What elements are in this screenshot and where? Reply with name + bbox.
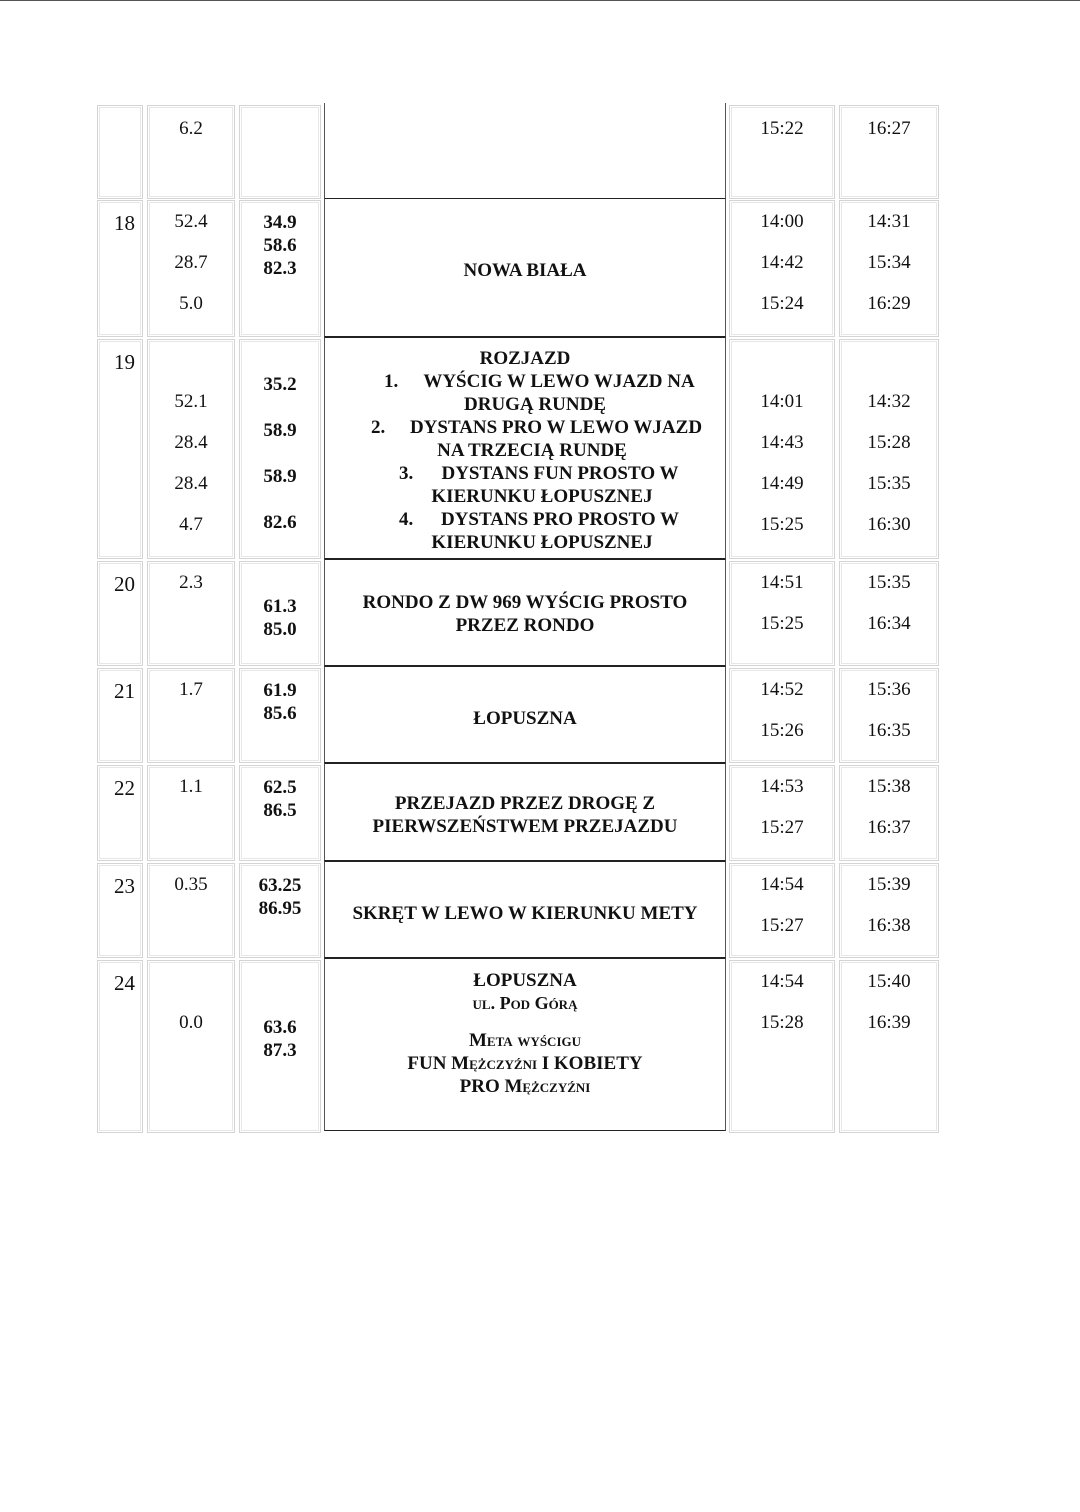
table-row bbox=[95, 958, 942, 1133]
segment-km-cell bbox=[147, 960, 235, 1133]
time-slow: 15:39 bbox=[867, 874, 911, 895]
segment-km: 4.7 bbox=[179, 514, 203, 535]
total-distance: 82.6 bbox=[263, 512, 297, 533]
segment-km-cell bbox=[147, 863, 235, 958]
segment-km: 0.0 bbox=[179, 1012, 203, 1033]
segment-km: 28.4 bbox=[174, 473, 208, 494]
time-slow-cell bbox=[839, 339, 939, 559]
time-fast: 14:00 bbox=[760, 211, 804, 232]
total-distance: 63.25 bbox=[258, 875, 302, 896]
total-distance: 58.9 bbox=[263, 466, 297, 487]
time-slow: 16:35 bbox=[867, 720, 911, 741]
table-row bbox=[95, 103, 942, 199]
time-fast: 15:24 bbox=[760, 293, 804, 314]
total-distance-cell bbox=[239, 863, 321, 958]
time-slow: 15:40 bbox=[867, 971, 911, 992]
point-number-cell bbox=[97, 105, 143, 199]
time-slow: 15:35 bbox=[867, 473, 911, 494]
segment-km-cell bbox=[147, 105, 235, 199]
total-distance: 61.9 bbox=[263, 680, 297, 701]
total-distance: 58.9 bbox=[263, 420, 297, 441]
total-distance-cell bbox=[239, 960, 321, 1133]
time-fast: 15:28 bbox=[760, 1012, 804, 1033]
time-fast: 15:26 bbox=[760, 720, 804, 741]
time-slow: 15:28 bbox=[867, 432, 911, 453]
total-distance: 86.5 bbox=[263, 800, 297, 821]
total-distance: 85.6 bbox=[263, 703, 297, 724]
total-distance-cell bbox=[239, 339, 321, 559]
description-cell bbox=[324, 763, 726, 861]
table-row bbox=[95, 198, 942, 337]
total-distance-cell bbox=[239, 668, 321, 763]
time-slow-cell bbox=[839, 105, 939, 199]
description-line: RONDO Z DW 969 WYŚCIG PROSTO bbox=[362, 592, 688, 613]
table-row bbox=[95, 666, 942, 763]
location-name: NOWA BIAŁA bbox=[463, 260, 587, 281]
finish-location: ŁOPUSZNA bbox=[473, 970, 577, 991]
list-text: NA TRZECIĄ RUNDĘ bbox=[437, 440, 627, 461]
time-fast: 14:43 bbox=[760, 432, 804, 453]
point-number-cell bbox=[97, 339, 143, 559]
time-fast: 15:25 bbox=[760, 613, 804, 634]
description-line: PRZEZ RONDO bbox=[455, 615, 595, 636]
time-slow-cell bbox=[839, 765, 939, 861]
time-slow: 14:31 bbox=[867, 211, 911, 232]
time-slow: 16:29 bbox=[867, 293, 911, 314]
total-distance: 34.9 bbox=[263, 212, 297, 233]
segment-km-cell bbox=[147, 200, 235, 337]
point-number: 21 bbox=[114, 679, 135, 703]
list-item bbox=[325, 416, 725, 462]
description-line: PRZEJAZD PRZEZ DROGĘ Z bbox=[394, 793, 656, 814]
description-line: SKRĘT W LEWO W KIERUNKU METY bbox=[352, 903, 698, 924]
time-fast: 15:27 bbox=[760, 817, 804, 838]
time-fast: 14:54 bbox=[760, 971, 804, 992]
time-slow-cell bbox=[839, 960, 939, 1133]
segment-km-cell bbox=[147, 765, 235, 861]
list-number: 1. bbox=[384, 371, 399, 392]
table-row bbox=[95, 763, 942, 861]
time-slow-cell bbox=[839, 200, 939, 337]
time-slow: 15:36 bbox=[867, 679, 911, 700]
total-distance-cell bbox=[239, 561, 321, 666]
table-row bbox=[95, 861, 942, 958]
time-fast: 14:53 bbox=[760, 776, 804, 797]
segment-km: 2.3 bbox=[179, 572, 203, 593]
segment-km-cell bbox=[147, 339, 235, 559]
time-fast-cell bbox=[729, 339, 835, 559]
list-text: DYSTANS FUN PROSTO W bbox=[441, 463, 679, 484]
list-text: DYSTANS PRO W LEWO WJAZD bbox=[409, 417, 703, 438]
total-distance: 58.6 bbox=[263, 235, 297, 256]
total-distance-cell bbox=[239, 765, 321, 861]
list-text: KIERUNKU ŁOPUSZNEJ bbox=[431, 532, 653, 553]
segment-km: 1.1 bbox=[179, 776, 203, 797]
time-fast-cell bbox=[729, 200, 835, 337]
point-number: 19 bbox=[114, 350, 135, 374]
total-distance-cell bbox=[239, 200, 321, 337]
list-item bbox=[325, 462, 725, 508]
junction-directions-list bbox=[325, 370, 725, 554]
time-slow: 15:35 bbox=[867, 572, 911, 593]
page-top-border bbox=[0, 0, 1080, 1]
table-row bbox=[95, 337, 942, 559]
description-cell bbox=[324, 103, 726, 199]
time-fast: 14:51 bbox=[760, 572, 804, 593]
finish-category: PRO Mężczyźni bbox=[459, 1076, 591, 1097]
time-fast: 15:22 bbox=[760, 118, 804, 139]
time-fast-cell bbox=[729, 668, 835, 763]
list-text: WYŚCIG W LEWO WJAZD NA bbox=[423, 371, 695, 392]
segment-km: 52.4 bbox=[174, 211, 208, 232]
route-table bbox=[95, 103, 942, 1133]
time-fast: 14:52 bbox=[760, 679, 804, 700]
time-fast-cell bbox=[729, 561, 835, 666]
list-item bbox=[325, 370, 725, 416]
point-number: 24 bbox=[114, 971, 135, 995]
list-number: 3. bbox=[399, 463, 414, 484]
list-number: 2. bbox=[371, 417, 386, 438]
time-slow: 16:27 bbox=[867, 118, 911, 139]
junction-title: ROZJAZD bbox=[479, 348, 571, 369]
list-number: 4. bbox=[399, 509, 414, 530]
time-slow-cell bbox=[839, 561, 939, 666]
total-distance: 82.3 bbox=[263, 258, 297, 279]
segment-km-cell bbox=[147, 668, 235, 763]
total-distance: 35.2 bbox=[263, 374, 297, 395]
time-fast: 15:27 bbox=[760, 915, 804, 936]
segment-km: 0.35 bbox=[174, 874, 208, 895]
time-fast: 14:01 bbox=[760, 391, 804, 412]
point-number-cell bbox=[97, 668, 143, 763]
segment-km: 28.7 bbox=[174, 252, 208, 273]
segment-km: 28.4 bbox=[174, 432, 208, 453]
point-number-cell bbox=[97, 200, 143, 337]
point-number: 22 bbox=[114, 776, 135, 800]
time-slow: 16:39 bbox=[867, 1012, 911, 1033]
time-slow: 16:30 bbox=[867, 514, 911, 535]
point-number: 20 bbox=[114, 572, 135, 596]
description-cell bbox=[324, 958, 726, 1131]
description-cell bbox=[324, 861, 726, 958]
list-text: DRUGĄ RUNDĘ bbox=[464, 394, 606, 415]
segment-km: 6.2 bbox=[179, 118, 203, 139]
point-number-cell bbox=[97, 765, 143, 861]
total-distance: 63.6 bbox=[263, 1017, 297, 1038]
time-fast-cell bbox=[729, 765, 835, 861]
description-line: PIERWSZEŃSTWEM PRZEJAZDU bbox=[372, 816, 678, 837]
description-cell bbox=[324, 666, 726, 763]
list-item bbox=[325, 508, 725, 554]
finish-street: ul. Pod Górą bbox=[472, 993, 578, 1013]
total-distance: 86.95 bbox=[258, 898, 302, 919]
total-distance-cell bbox=[239, 105, 321, 199]
list-text: KIERUNKU ŁOPUSZNEJ bbox=[431, 486, 653, 507]
time-fast-cell bbox=[729, 863, 835, 958]
time-fast: 14:54 bbox=[760, 874, 804, 895]
segment-km-cell bbox=[147, 561, 235, 666]
time-fast-cell bbox=[729, 960, 835, 1133]
time-fast-cell bbox=[729, 105, 835, 199]
time-slow-cell bbox=[839, 863, 939, 958]
time-fast: 15:25 bbox=[760, 514, 804, 535]
time-slow-cell bbox=[839, 668, 939, 763]
segment-km: 1.7 bbox=[179, 679, 203, 700]
time-slow: 16:34 bbox=[867, 613, 911, 634]
description-cell bbox=[324, 559, 726, 666]
finish-title: Meta wyścigu bbox=[468, 1030, 581, 1051]
total-distance: 87.3 bbox=[263, 1040, 297, 1061]
segment-km: 5.0 bbox=[179, 293, 203, 314]
total-distance: 61.3 bbox=[263, 596, 297, 617]
location-name: ŁOPUSZNA bbox=[473, 708, 577, 729]
description-cell bbox=[324, 198, 726, 337]
time-fast: 14:49 bbox=[760, 473, 804, 494]
point-number: 23 bbox=[114, 874, 135, 898]
point-number-cell bbox=[97, 561, 143, 666]
finish-category: FUN Mężczyźni I KOBIETY bbox=[407, 1053, 643, 1074]
time-slow: 16:38 bbox=[867, 915, 911, 936]
segment-km: 52.1 bbox=[174, 391, 208, 412]
description-cell bbox=[324, 337, 726, 559]
time-slow: 14:32 bbox=[867, 391, 911, 412]
point-number-cell bbox=[97, 960, 143, 1133]
time-slow: 15:38 bbox=[867, 776, 911, 797]
point-number-cell bbox=[97, 863, 143, 958]
time-slow: 16:37 bbox=[867, 817, 911, 838]
point-number: 18 bbox=[114, 211, 135, 235]
list-text: DYSTANS PRO PROSTO W bbox=[440, 509, 680, 530]
time-slow: 15:34 bbox=[867, 252, 911, 273]
table-row bbox=[95, 559, 942, 666]
time-fast: 14:42 bbox=[760, 252, 804, 273]
total-distance: 62.5 bbox=[263, 777, 297, 798]
total-distance: 85.0 bbox=[263, 619, 297, 640]
